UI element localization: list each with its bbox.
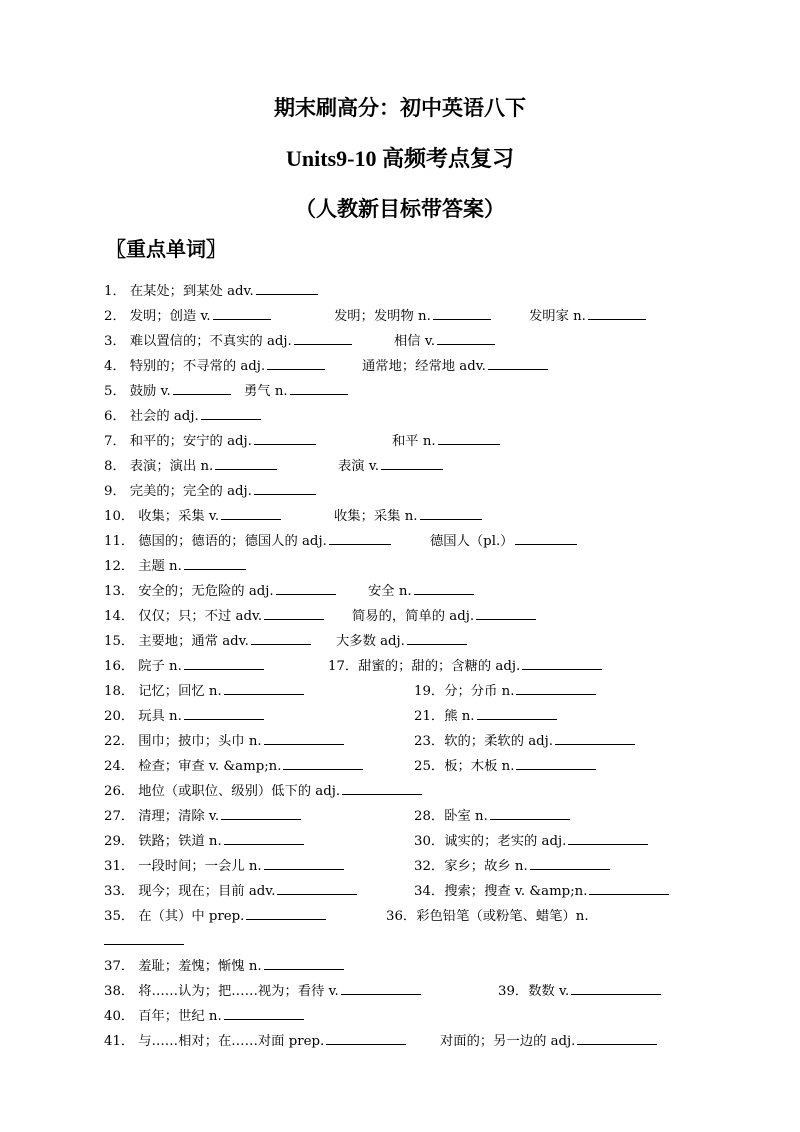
doc-note: （人教新目标带答案） bbox=[295, 197, 505, 221]
list-item: 22． 围巾；披巾；头巾 n. 23．软的；柔软的 adj. bbox=[104, 730, 764, 754]
answer-blank[interactable] bbox=[256, 280, 318, 295]
answer-blank[interactable] bbox=[254, 480, 316, 495]
answer-blank[interactable] bbox=[326, 1030, 406, 1045]
answer-blank[interactable] bbox=[438, 430, 500, 445]
answer-blank[interactable] bbox=[224, 680, 304, 695]
answer-blank[interactable] bbox=[329, 530, 391, 545]
answer-blank[interactable] bbox=[407, 630, 467, 645]
answer-blank[interactable] bbox=[264, 955, 344, 970]
list-item: 16． 院子 n. 17．甜蜜的；甜的；含糖的 adj. bbox=[104, 655, 764, 679]
answer-blank[interactable] bbox=[490, 805, 570, 820]
list-item: 7． 和平的；安宁的 adj. 和平 n. bbox=[104, 430, 764, 454]
list-item: 10． 收集；采集 v. 收集；采集 n. bbox=[104, 505, 764, 529]
answer-blank[interactable] bbox=[516, 755, 596, 770]
answer-blank[interactable] bbox=[420, 505, 482, 520]
answer-blank[interactable] bbox=[588, 305, 646, 320]
list-item: 9． 完美的；完全的 adj. bbox=[104, 480, 764, 504]
list-item: 27． 清理；清除 v. 28．卧室 n. bbox=[104, 805, 764, 829]
answer-blank[interactable] bbox=[294, 330, 352, 345]
list-item: 15． 主要地；通常 adv. 大多数 adj. bbox=[104, 630, 764, 654]
answer-blank[interactable] bbox=[184, 705, 264, 720]
answer-blank[interactable] bbox=[264, 605, 324, 620]
list-item: 37． 羞耻；羞愧；惭愧 n. bbox=[104, 955, 764, 979]
list-item: 8． 表演；演出 n. 表演 v. bbox=[104, 455, 764, 479]
answer-blank[interactable] bbox=[267, 355, 325, 370]
list-item: 18． 记忆；回忆 n. 19．分；分币 n. bbox=[104, 680, 764, 704]
answer-blank[interactable] bbox=[173, 380, 231, 395]
answer-blank[interactable] bbox=[342, 780, 422, 795]
answer-blank[interactable] bbox=[276, 580, 336, 595]
list-item: 31． 一段时间；一会儿 n. 32．家乡；故乡 n. bbox=[104, 855, 764, 879]
answer-blank[interactable] bbox=[555, 730, 635, 745]
list-item: 12． 主题 n. bbox=[104, 555, 764, 579]
list-item: 33． 现今；现在；目前 adv. 34．搜索；搜查 v. &amp;n. bbox=[104, 880, 764, 904]
answer-blank[interactable] bbox=[477, 705, 557, 720]
doc-title: 期末刷高分：初中英语八下 bbox=[274, 96, 526, 120]
answer-blank[interactable] bbox=[184, 655, 264, 670]
list-item: 26． 地位（或职位、级别）低下的 adj. bbox=[104, 780, 764, 804]
list-item: 20． 玩具 n. 21．熊 n. bbox=[104, 705, 764, 729]
list-item: 6． 社会的 adj. bbox=[104, 405, 764, 429]
answer-blank[interactable] bbox=[515, 530, 577, 545]
list-item: 13． 安全的；无危险的 adj. 安全 n. bbox=[104, 580, 764, 604]
answer-blank[interactable] bbox=[224, 1005, 304, 1020]
answer-blank[interactable] bbox=[283, 755, 363, 770]
list-item: 5． 鼓励 v. 勇气 n. bbox=[104, 380, 764, 404]
answer-blank[interactable] bbox=[221, 805, 301, 820]
doc-subtitle: Units9-10 高频考点复习 bbox=[286, 146, 514, 171]
answer-blank[interactable] bbox=[246, 905, 326, 920]
answer-blank[interactable] bbox=[437, 330, 495, 345]
answer-blank[interactable] bbox=[290, 380, 348, 395]
list-item: 3． 难以置信的；不真实的 adj. 相信 v. bbox=[104, 330, 764, 354]
answer-blank[interactable] bbox=[221, 505, 281, 520]
list-item: 11． 德国的；德语的；德国人的 adj. 德国人（pl.） bbox=[104, 530, 764, 554]
list-item: 40． 百年；世纪 n. bbox=[104, 1005, 764, 1029]
answer-blank[interactable] bbox=[433, 305, 491, 320]
list-item: 1． 在某处；到某处 adv. bbox=[104, 280, 764, 304]
answer-blank[interactable] bbox=[577, 1030, 657, 1045]
list-item: 2． 发明；创造 v. 发明；发明物 n. 发明家 n. bbox=[104, 305, 764, 329]
answer-blank[interactable] bbox=[516, 680, 596, 695]
answer-blank[interactable] bbox=[215, 455, 277, 470]
answer-blank[interactable] bbox=[568, 830, 648, 845]
list-item: 29． 铁路；铁道 n. 30．诚实的；老实的 adj. bbox=[104, 830, 764, 854]
answer-blank[interactable] bbox=[341, 980, 421, 995]
answer-blank[interactable] bbox=[476, 605, 536, 620]
answer-blank[interactable] bbox=[184, 555, 246, 570]
answer-blank[interactable] bbox=[201, 405, 261, 420]
section-heading: 〖重点单词〗 bbox=[106, 237, 226, 261]
answer-blank[interactable] bbox=[381, 455, 443, 470]
answer-blank[interactable] bbox=[530, 855, 610, 870]
answer-blank[interactable] bbox=[224, 830, 304, 845]
answer-blank[interactable] bbox=[213, 305, 271, 320]
answer-blank[interactable] bbox=[277, 880, 357, 895]
list-item: 35． 在（其）中 prep. 36．彩色铅笔（或粉笔、蜡笔）n. bbox=[104, 905, 764, 929]
answer-blank[interactable] bbox=[251, 630, 311, 645]
list-item: 38． 将……认为；把……视为；看待 v. 39．数数 v. bbox=[104, 980, 764, 1004]
answer-blank[interactable] bbox=[104, 930, 184, 945]
answer-blank[interactable] bbox=[522, 655, 602, 670]
list-item: 4． 特别的；不寻常的 adj. 通常地；经常地 adv. bbox=[104, 355, 764, 379]
answer-blank[interactable] bbox=[264, 730, 344, 745]
list-item: 14． 仅仅；只；不过 adv. 简易的，简单的 adj. bbox=[104, 605, 764, 629]
list-item: 24． 检查；审查 v. &amp;n. 25．板；木板 n. bbox=[104, 755, 764, 779]
list-item: 41． 与……相对；在……对面 prep. 对面的；另一边的 adj. bbox=[104, 1030, 764, 1054]
answer-blank[interactable] bbox=[264, 855, 344, 870]
answer-blank[interactable] bbox=[488, 355, 548, 370]
list-item-continuation bbox=[104, 930, 764, 954]
answer-blank[interactable] bbox=[589, 880, 669, 895]
answer-blank[interactable] bbox=[414, 580, 474, 595]
answer-blank[interactable] bbox=[254, 430, 316, 445]
answer-blank[interactable] bbox=[571, 980, 661, 995]
